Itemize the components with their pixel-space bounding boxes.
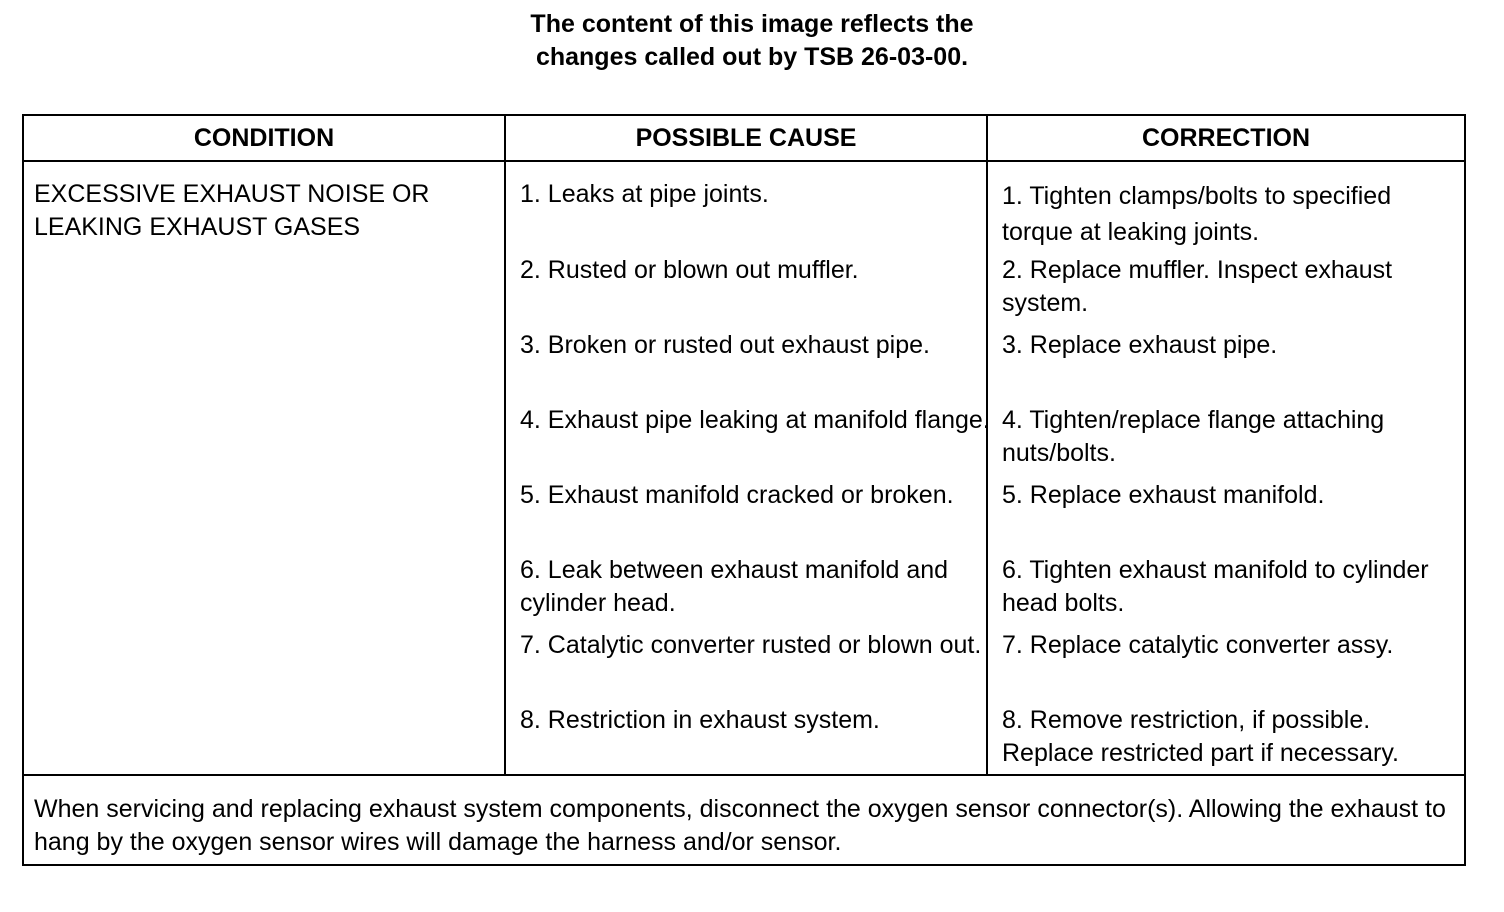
tsb-notice-line-1: The content of this image reflects the <box>530 10 974 38</box>
tsb-notice-line-2: changes called out by TSB 26-03-00. <box>535 43 969 71</box>
diagnosis-table <box>22 114 1466 866</box>
correction-item-4: 4. Tighten/replace flange attaching nuts/bolts. <box>1002 406 1385 467</box>
header-condition: CONDITION <box>193 124 335 152</box>
cause-item-7: 7. Catalytic converter rusted or blown out. <box>520 631 982 659</box>
cause-item-6: 6. Leak between exhaust manifold and cylinder head. <box>520 556 949 617</box>
condition-line-1: EXCESSIVE EXHAUST NOISE OR <box>34 180 430 208</box>
cause-item-3: 3. Broken or rusted out exhaust pipe. <box>520 331 930 359</box>
header-possible-cause: POSSIBLE CAUSE <box>635 124 857 152</box>
header-divider <box>24 160 1464 162</box>
correction-item-8: 8. Remove restriction, if possible. Replace restricted part if necessary. <box>1002 706 1399 767</box>
correction-item-1: 1. Tighten clamps/bolts to specified torque at leaking joints. <box>1002 182 1392 246</box>
note-divider <box>24 774 1464 776</box>
condition-line-2: LEAKING EXHAUST GASES <box>34 213 361 241</box>
cause-item-5: 5. Exhaust manifold cracked or broken. <box>520 481 954 509</box>
column-divider-1 <box>504 116 506 776</box>
correction-item-5: 5. Replace exhaust manifold. <box>1002 481 1325 509</box>
correction-item-2: 2. Replace muffler. Inspect exhaust system. <box>1002 256 1393 317</box>
correction-item-6: 6. Tighten exhaust manifold to cylinder head bolts. <box>1002 556 1429 617</box>
correction-item-7: 7. Replace catalytic converter assy. <box>1002 631 1394 659</box>
header-correction: CORRECTION <box>1141 124 1311 152</box>
oxygen-sensor-note: When servicing and replacing exhaust system components, disconnect the oxygen sensor connector(s). Allowing the exhaust to hang by the oxygen sensor wires will damage the harness and/or sensor. <box>34 795 1446 856</box>
cause-item-8: 8. Restriction in exhaust system. <box>520 706 880 734</box>
condition-cell <box>34 178 504 244</box>
column-divider-2 <box>986 116 988 776</box>
tsb-notice <box>0 8 1504 74</box>
cause-item-4: 4. Exhaust pipe leaking at manifold flange. <box>520 406 990 434</box>
cause-item-2: 2. Rusted or blown out muffler. <box>520 256 859 284</box>
cause-item-1: 1. Leaks at pipe joints. <box>520 180 769 208</box>
correction-item-3: 3. Replace exhaust pipe. <box>1002 331 1278 359</box>
